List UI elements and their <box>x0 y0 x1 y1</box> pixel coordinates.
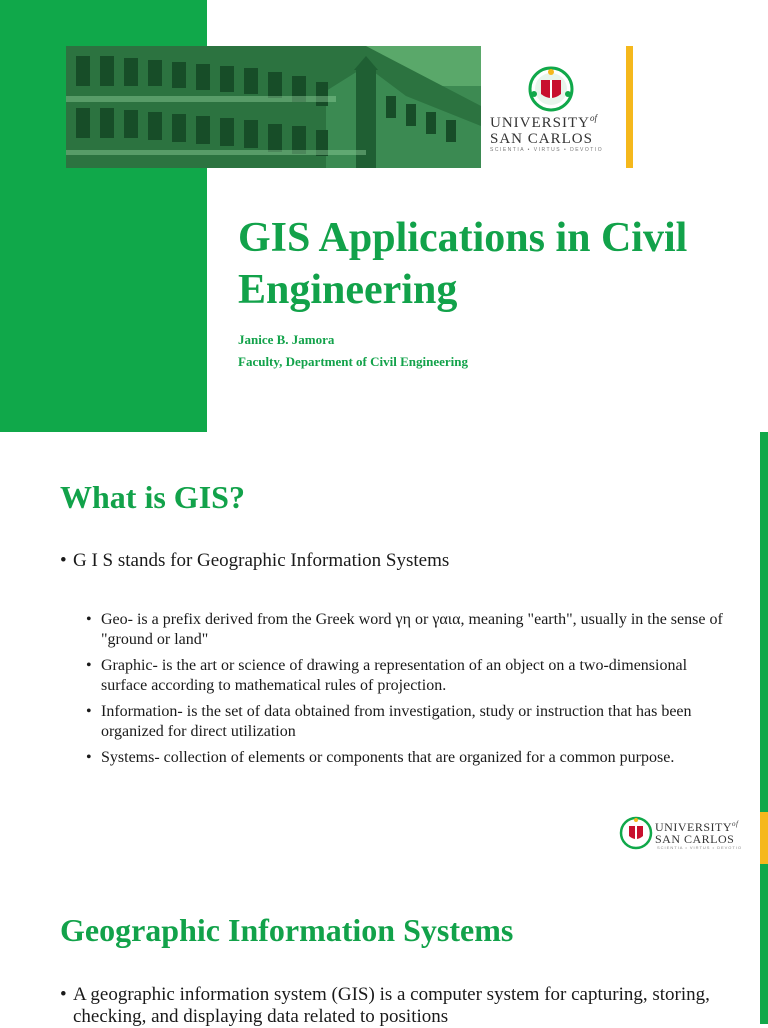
section-heading-2: Geographic Information Systems <box>60 912 514 948</box>
list-item-text: Graphic- is the art or science of drawing a representation of an object on a two-dimensional surface according to mathematical rules of projection. <box>101 657 688 694</box>
author-name: Janice B. Jamora <box>238 332 335 347</box>
green-edge-bar-lower <box>760 864 768 1024</box>
campus-building-photo <box>66 46 481 168</box>
bullet-icon: • <box>86 611 92 628</box>
main-bullet <box>60 550 710 572</box>
main-bullet-2 <box>60 984 710 1028</box>
section-heading: What is GIS? <box>60 479 245 515</box>
university-motto: SCIENTIA • VIRTUS • DEVOTIO <box>490 147 604 153</box>
title-slide <box>0 0 768 432</box>
list-item <box>86 656 726 696</box>
university-name: $UNIVERSITY^{of}$ SAN CARLOS <box>655 820 739 846</box>
university-name: $UNIVERSITY^{of}$ SAN CARLOS <box>490 113 598 147</box>
main-bullet-text: G I S stands for Geographic Information Systems <box>73 550 450 571</box>
yellow-edge-bar <box>760 812 768 864</box>
definition-list <box>86 610 726 774</box>
content-slide <box>0 432 768 1027</box>
bullet-icon: • <box>86 749 92 766</box>
list-item <box>86 702 726 742</box>
university-motto: SCIENTIA • VIRTUS • DEVOTIO <box>657 845 743 850</box>
bullet-icon: • <box>60 984 67 1005</box>
university-seal-icon <box>526 66 576 112</box>
bullet-icon: • <box>86 703 92 720</box>
bullet-icon: • <box>86 657 92 674</box>
university-logo-small <box>618 813 748 853</box>
university-seal-icon <box>618 816 654 850</box>
author-block <box>238 329 468 373</box>
bullet-icon: • <box>60 550 67 571</box>
list-item-text: Systems- collection of elements or components that are organized for a common purpose. <box>101 749 675 766</box>
presentation-title: GIS Applications in Civil Engineering <box>238 215 688 313</box>
main-bullet-2-text: A geographic information system (GIS) is a computer system for capturing, storing, checking, and displaying data related to positions <box>73 984 710 1027</box>
list-item <box>86 748 726 768</box>
author-role: Faculty, Department of Civil Engineering <box>238 354 469 369</box>
university-logo <box>490 66 620 156</box>
yellow-accent-bar <box>626 46 633 168</box>
green-edge-bar <box>760 432 768 812</box>
list-item <box>86 610 726 650</box>
list-item-text: Geo- is a prefix derived from the Greek word γη or γαια, meaning "earth", usually in the sense of "ground or land" <box>101 611 723 648</box>
list-item-text: Information- is the set of data obtained from investigation, study or instruction that has been organized for direct utilization <box>101 703 692 740</box>
